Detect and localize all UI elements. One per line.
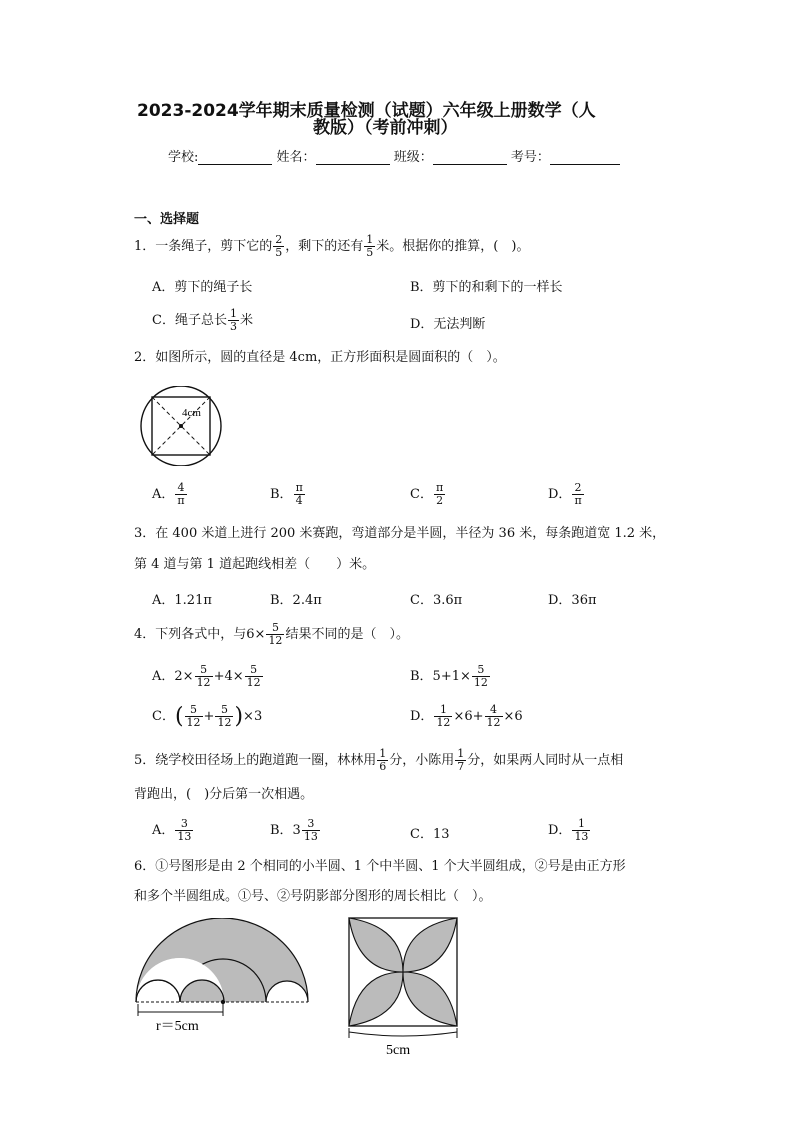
q1-text-b: ，剩下的还有: [285, 239, 364, 254]
q4-option-b[interactable]: B．5+1× $\frac{5}{12}$: [410, 663, 488, 689]
q2-option-c[interactable]: C． $\frac{\pi}{2}$: [410, 481, 444, 507]
q4-option-d[interactable]: D． $\frac{1}{12}$ ×6+ $\frac{4}{12}$ ×6: [410, 703, 523, 729]
school-label: 学校:: [168, 150, 199, 165]
number-label: 考号：: [510, 150, 550, 165]
q1-option-d[interactable]: D．无法判断: [410, 317, 486, 332]
q6-fig1-radius-label: r＝5cm: [156, 1019, 199, 1034]
doc-title-line2: 教版）（考前冲刺）: [313, 118, 458, 138]
q2-circle-square-figure: [138, 386, 224, 466]
q4-option-a[interactable]: A．2× $\frac{5}{12}$ +4× $\frac{5}{12}$: [152, 663, 261, 689]
class-label: 班级：: [393, 150, 433, 165]
question-2: 2．如图所示，圆的直径是 4cm，正方形面积是圆面积的（ ）。: [134, 350, 506, 365]
q1-option-c[interactable]: C．绳子总长 $\frac{1}{3}$ 米: [152, 307, 253, 333]
q1-option-b[interactable]: B．剪下的和剩下的一样长: [410, 280, 563, 295]
q3-option-b[interactable]: B．2.4π: [270, 593, 322, 608]
q3-option-d[interactable]: D．36π: [548, 593, 597, 608]
q3-option-c[interactable]: C．3.6π: [410, 593, 463, 608]
q5-option-c[interactable]: C．13: [410, 827, 450, 842]
q2-diameter-label: 4cm: [182, 407, 201, 419]
q5-option-d[interactable]: D． $\frac{1}{13}$: [548, 817, 589, 843]
question-6-line1: 6．①号图形是由 2 个相同的小半圆、1 个中半圆、1 个大半圆组成，②号是由正方形: [134, 859, 626, 874]
q1-option-a[interactable]: A．剪下的绳子长: [152, 280, 253, 295]
question-5-line1: 5．绕学校田径场上的跑道跑一圈，林林用 $\frac{1}{6}$ 分，小陈用 $\frac{1}{7}$ 分，如果两人同时从一点相: [134, 747, 624, 773]
class-blank[interactable]: [433, 150, 507, 165]
question-1: [134, 234, 529, 259]
school-blank[interactable]: [198, 150, 272, 165]
q1-text-a: 1．一条绳子，剪下它的: [134, 239, 273, 254]
q2-option-d[interactable]: D． $\frac{2}{\pi}$: [548, 481, 582, 507]
name-label: 姓名：: [276, 150, 316, 165]
student-info-line: [168, 146, 620, 165]
question-3-line1: 3．在 400 米道上进行 200 米赛跑，弯道部分是半圆，半径为 36 米，每条跑道宽 1.2 米，: [134, 526, 666, 541]
q6-figure-2-square-petals: [344, 914, 460, 1058]
q1-text-c: 米。根据你的推算，( )。: [376, 239, 530, 254]
section-heading: 一、选择题: [134, 212, 200, 227]
q6-fig2-side-label: 5cm: [386, 1043, 411, 1058]
q3-option-a[interactable]: A．1.21π: [152, 593, 212, 608]
q5-option-b[interactable]: B．3 $\frac{3}{13}$: [270, 817, 318, 843]
number-blank[interactable]: [550, 150, 620, 165]
q2-option-b[interactable]: B． $\frac{\pi}{4}$: [270, 481, 303, 507]
q6-figure-1-semicircles: [132, 918, 312, 1038]
q1-fraction-a: $\frac{2}{5}$: [275, 233, 283, 259]
q5-option-a[interactable]: A． $\frac{3}{13}$: [152, 817, 192, 843]
question-3-line2: 第 4 道与第 1 道起跑线相差（ ）米。: [134, 557, 376, 572]
doc-title-line1: 2023-2024学年期末质量检测（试题）六年级上册数学（人: [137, 101, 596, 121]
name-blank[interactable]: [316, 150, 390, 165]
question-6-line2: 和多个半圆组成。①号、②号阴影部分图形的周长相比（ ）。: [134, 889, 492, 904]
q4-option-c[interactable]: C．( $\frac{5}{12}$ + $\frac{5}{12}$ )×3: [152, 703, 263, 729]
question-5-line2: 背跑出，( )分后第一次相遇。: [134, 787, 314, 802]
q1-fraction-b: $\frac{1}{5}$: [366, 233, 374, 259]
question-4: 4．下列各式中，与6× $\frac{5}{12}$ 结果不同的是（ ）。: [134, 621, 409, 647]
q2-option-a[interactable]: A． $\frac{4}{\pi}$: [152, 481, 185, 507]
